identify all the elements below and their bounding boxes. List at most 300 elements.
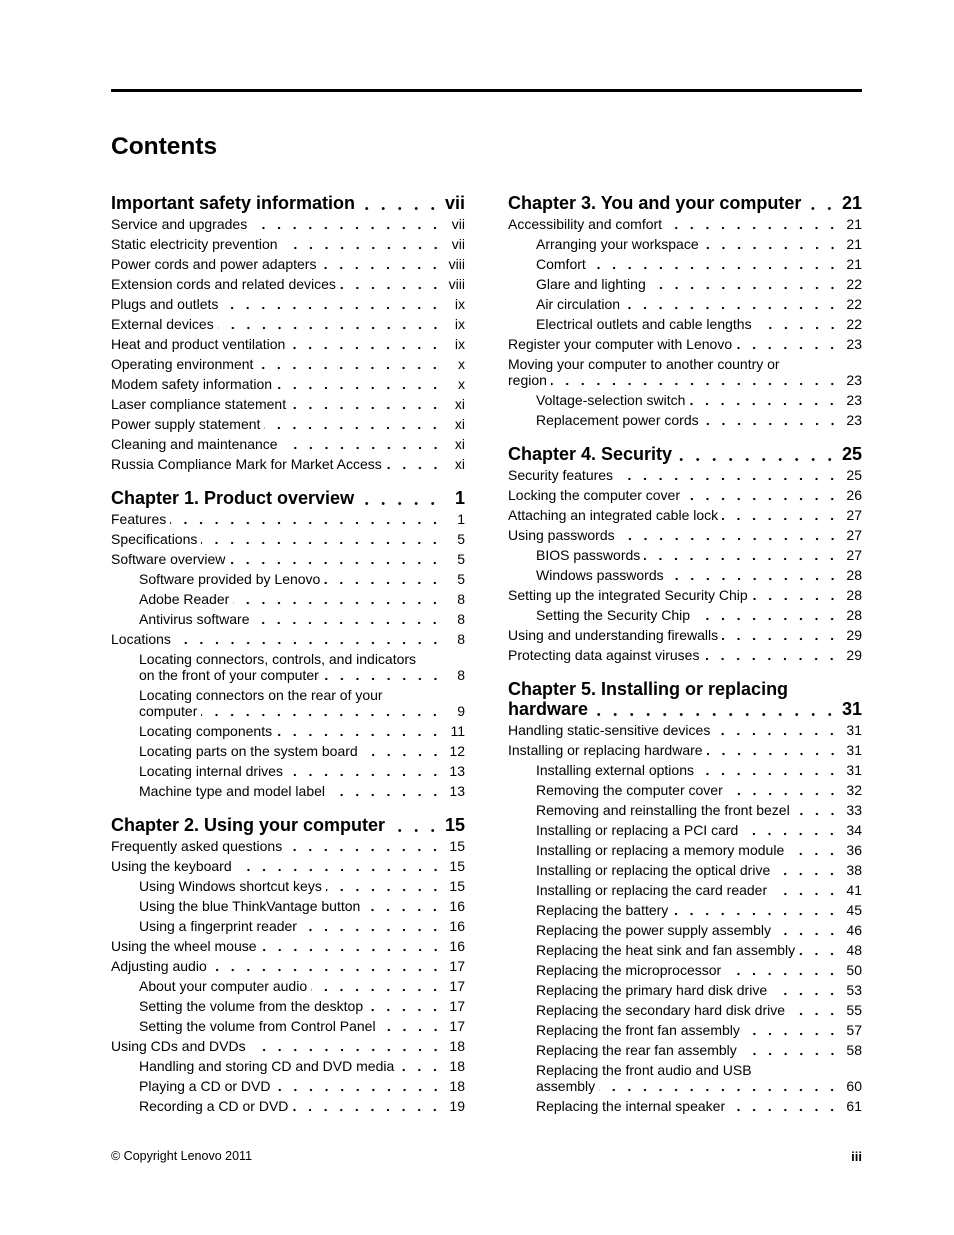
- entry-title: Playing a CD or DVD: [139, 1078, 271, 1094]
- toc-line: [111, 551, 465, 567]
- toc-subentry[interactable]: [508, 839, 862, 859]
- toc-line: [536, 236, 862, 252]
- toc-line: [111, 336, 465, 352]
- toc-line: [536, 547, 862, 563]
- entry-title: About your computer audio: [139, 978, 308, 994]
- entry-title: Service and upgrades: [111, 216, 248, 232]
- toc-entry[interactable]: [508, 333, 862, 353]
- toc-subentry[interactable]: [111, 995, 465, 1015]
- toc-subentry[interactable]: [111, 760, 465, 780]
- dot-leader: [233, 591, 443, 607]
- toc-subentry[interactable]: [508, 819, 862, 839]
- toc-entry[interactable]: [111, 548, 465, 568]
- toc-entry[interactable]: [508, 524, 862, 544]
- chapter-heading[interactable]: [111, 193, 465, 213]
- entry-page-number: 28: [846, 567, 862, 583]
- toc-line: [508, 216, 862, 232]
- toc-entry[interactable]: [111, 433, 465, 453]
- entry-title: Replacing the rear fan assembly: [536, 1042, 737, 1058]
- chapter-heading[interactable]: [111, 488, 465, 508]
- entry-title: Operating environment: [111, 356, 254, 372]
- entry-title: Plugs and outlets: [111, 296, 219, 312]
- entry-page-number: 31: [846, 742, 862, 758]
- toc-subentry[interactable]: [508, 1039, 862, 1059]
- dot-leader: [253, 611, 443, 627]
- toc-entry[interactable]: [111, 273, 465, 293]
- toc-subentry[interactable]: [111, 684, 465, 720]
- entry-page-number: 22: [846, 276, 862, 292]
- dot-leader: [703, 236, 840, 252]
- entry-title: Replacing the power supply assembly: [536, 922, 772, 938]
- toc-line: [139, 571, 465, 587]
- toc-line: [111, 511, 465, 527]
- dot-leader: [703, 412, 840, 428]
- entry-title: Removing and reinstalling the front bezel: [536, 802, 790, 818]
- toc-line: [139, 667, 465, 683]
- entry-page-number: 11: [450, 723, 465, 739]
- entry-page-number: 23: [846, 392, 862, 408]
- entry-page-number: 13: [449, 783, 465, 799]
- toc-entry[interactable]: [508, 644, 862, 664]
- toc-line: [536, 982, 862, 998]
- entry-page-number: 60: [846, 1078, 862, 1094]
- entry-page-number: 31: [846, 722, 862, 738]
- toc-subentry[interactable]: [508, 1095, 862, 1115]
- toc-line: [536, 902, 862, 918]
- entry-title: Using CDs and DVDs: [111, 1038, 246, 1054]
- entry-page-number: 21: [846, 216, 862, 232]
- entry-title-continued: region: [508, 372, 547, 388]
- toc-entry[interactable]: [111, 835, 465, 855]
- entry-title: Locating internal drives: [139, 763, 283, 779]
- entry-page-number: 29: [846, 647, 862, 663]
- toc-subentry[interactable]: [508, 544, 862, 564]
- toc-line: [111, 296, 465, 312]
- toc-section: [508, 193, 862, 429]
- toc-subentry[interactable]: [508, 273, 862, 293]
- entry-title: Accessibility and comfort: [508, 216, 663, 232]
- toc-entry[interactable]: [508, 584, 862, 604]
- toc-entry[interactable]: [111, 393, 465, 413]
- dot-leader: [736, 336, 840, 352]
- entry-page-number: 38: [846, 862, 862, 878]
- entry-page-number: 28: [846, 607, 862, 623]
- entry-page-number: 23: [846, 336, 862, 352]
- toc-line: [111, 216, 465, 232]
- entry-title: Recording a CD or DVD: [139, 1098, 289, 1114]
- toc-line: [536, 822, 862, 838]
- toc-line: [536, 1042, 862, 1058]
- entry-title: Register your computer with Lenovo: [508, 336, 733, 352]
- toc-subentry[interactable]: [508, 1019, 862, 1039]
- toc-line: [111, 396, 465, 412]
- toc-line: [111, 376, 465, 392]
- toc-section: [508, 679, 862, 1115]
- entry-page-number: 32: [846, 782, 862, 798]
- chapter-heading-text: Important safety information: [111, 193, 356, 213]
- toc-entry[interactable]: [508, 739, 862, 759]
- entry-title: Static electricity prevention: [111, 236, 278, 252]
- toc-subentry[interactable]: [508, 979, 862, 999]
- dot-leader: [676, 444, 838, 464]
- toc-subentry[interactable]: [111, 568, 465, 588]
- entry-page-number: xi: [454, 416, 465, 432]
- entry-title: Adjusting audio: [111, 958, 207, 974]
- entry-title: Windows passwords: [536, 567, 664, 583]
- entry-page-number: 23: [846, 372, 862, 388]
- toc-subentry[interactable]: [111, 1055, 465, 1075]
- dot-leader: [275, 1078, 444, 1094]
- dot-leader: [170, 511, 443, 527]
- dot-leader: [592, 699, 838, 719]
- entry-title: Frequently asked questions: [111, 838, 283, 854]
- entry-title: Modem safety information: [111, 376, 273, 392]
- dot-leader: [286, 838, 443, 854]
- chapter-heading[interactable]: [111, 815, 465, 835]
- dot-leader: [703, 647, 840, 663]
- toc-line: [111, 356, 465, 372]
- entry-page-number: 18: [449, 1078, 465, 1094]
- entry-page-number: 58: [846, 1042, 862, 1058]
- dot-leader: [774, 862, 840, 878]
- chapter-page-number: 21: [841, 193, 862, 213]
- dot-leader: [276, 723, 443, 739]
- toc-subentry[interactable]: [111, 780, 465, 800]
- entry-page-number: 8: [457, 667, 465, 683]
- toc-line: [536, 762, 862, 778]
- entry-title: Installing or replacing a PCI card: [536, 822, 739, 838]
- toc-entry[interactable]: [111, 855, 465, 875]
- entry-title: Locations: [111, 631, 171, 647]
- entry-title: Using and understanding firewalls: [508, 627, 719, 643]
- toc-entry[interactable]: [111, 293, 465, 313]
- toc-subentry[interactable]: [111, 588, 465, 608]
- toc-entry[interactable]: [111, 1035, 465, 1055]
- entry-page-number: 17: [449, 978, 465, 994]
- toc-subentry[interactable]: [508, 779, 862, 799]
- toc-entry[interactable]: [111, 213, 465, 233]
- toc-subentry[interactable]: [111, 1075, 465, 1095]
- entry-title: Extension cords and related devices: [111, 276, 336, 292]
- chapter-heading[interactable]: [508, 679, 862, 719]
- dot-leader: [358, 488, 441, 508]
- entry-title: Features: [111, 511, 167, 527]
- entry-title: Replacing the heat sink and fan assembly: [536, 942, 796, 958]
- entry-title: Arranging your workspace: [536, 236, 699, 252]
- toc-line: [508, 647, 862, 663]
- entry-page-number: 45: [846, 902, 862, 918]
- toc-line: [139, 763, 465, 779]
- entry-title: Installing external options: [536, 762, 694, 778]
- dot-leader: [668, 567, 840, 583]
- entry-page-number: 31: [846, 762, 862, 778]
- toc-line: [508, 336, 862, 352]
- dot-leader: [218, 316, 443, 332]
- toc-subentry[interactable]: [111, 1095, 465, 1115]
- dot-leader: [289, 336, 443, 352]
- toc-subentry[interactable]: [111, 895, 465, 915]
- toc-line: [536, 1098, 862, 1114]
- toc-subentry[interactable]: [508, 409, 862, 429]
- toc-line: [508, 722, 862, 738]
- entry-title: Using the wheel mouse: [111, 938, 257, 954]
- dot-leader: [359, 193, 441, 213]
- toc-line: [536, 1022, 862, 1038]
- entry-page-number: 17: [449, 998, 465, 1014]
- dot-leader: [340, 276, 443, 292]
- entry-title: Locating connectors on the rear of your: [139, 687, 383, 703]
- entry-title: Air circulation: [536, 296, 621, 312]
- toc-line: [139, 611, 465, 627]
- entry-page-number: 22: [846, 316, 862, 332]
- dot-leader: [689, 392, 840, 408]
- toc-entry[interactable]: [508, 213, 862, 233]
- toc-subentry[interactable]: [111, 740, 465, 760]
- dot-leader: [590, 256, 840, 272]
- toc-subentry[interactable]: [508, 253, 862, 273]
- toc-section: [111, 815, 465, 1115]
- toc-subentry[interactable]: [508, 233, 862, 253]
- chapter-heading-text: Chapter 4. Security: [508, 444, 673, 464]
- entry-title: Handling static-sensitive devices: [508, 722, 711, 738]
- toc-subentry[interactable]: [508, 759, 862, 779]
- entry-page-number: 29: [846, 627, 862, 643]
- entry-title: Heat and product ventilation: [111, 336, 286, 352]
- toc-subentry[interactable]: [508, 313, 862, 333]
- toc-line: [111, 436, 465, 452]
- toc-subentry[interactable]: [111, 875, 465, 895]
- toc-entry[interactable]: [111, 333, 465, 353]
- entry-page-number: 28: [846, 587, 862, 603]
- entry-page-number: 5: [457, 531, 465, 547]
- page-title: Contents: [111, 133, 218, 160]
- toc-line: [139, 878, 465, 894]
- entry-page-number: 27: [846, 527, 862, 543]
- chapter-heading-text: Chapter 2. Using your computer: [111, 815, 386, 835]
- toc-subentry[interactable]: [508, 999, 862, 1019]
- dot-leader: [380, 1018, 443, 1034]
- dot-leader: [326, 878, 443, 894]
- dot-leader: [666, 216, 840, 232]
- dot-leader: [282, 436, 443, 452]
- entry-page-number: 15: [449, 838, 465, 854]
- toc-entry[interactable]: [111, 628, 465, 648]
- toc-subentry[interactable]: [508, 1059, 862, 1095]
- toc-subentry[interactable]: [111, 720, 465, 740]
- toc-line: [139, 743, 465, 759]
- entry-page-number: 41: [846, 882, 862, 898]
- toc-subentry[interactable]: [111, 608, 465, 628]
- dot-leader: [236, 858, 443, 874]
- entry-title: Setting the volume from Control Panel: [139, 1018, 376, 1034]
- entry-title-continued: assembly: [536, 1078, 596, 1094]
- entry-page-number: 5: [457, 571, 465, 587]
- toc-entry[interactable]: [111, 253, 465, 273]
- toc-entry[interactable]: [508, 353, 862, 389]
- dot-leader: [386, 456, 443, 472]
- dot-leader: [290, 396, 443, 412]
- toc-line: [139, 998, 465, 1014]
- toc-line: [508, 467, 862, 483]
- dot-leader: [707, 742, 840, 758]
- toc-line: [536, 962, 862, 978]
- toc-subentry[interactable]: [508, 859, 862, 879]
- toc-subentry[interactable]: [508, 389, 862, 409]
- chapter-heading[interactable]: [508, 193, 862, 213]
- entry-page-number: 15: [449, 878, 465, 894]
- entry-title: Security features: [508, 467, 614, 483]
- entry-title-continued: computer: [139, 703, 198, 719]
- entry-title: Locating parts on the system board: [139, 743, 358, 759]
- dot-leader: [323, 667, 443, 683]
- dot-leader: [398, 1058, 443, 1074]
- entry-title: Using the keyboard: [111, 858, 232, 874]
- entry-page-number: 55: [846, 1002, 862, 1018]
- entry-title: Replacing the internal speaker: [536, 1098, 726, 1114]
- entry-page-number: 8: [457, 611, 465, 627]
- toc-subentry[interactable]: [508, 293, 862, 313]
- entry-page-number: x: [458, 376, 465, 392]
- entry-page-number: 46: [846, 922, 862, 938]
- entry-title: Machine type and model label: [139, 783, 326, 799]
- dot-leader: [389, 815, 441, 835]
- entry-title: External devices: [111, 316, 214, 332]
- toc-entry[interactable]: [508, 484, 862, 504]
- toc-line: [508, 627, 862, 643]
- toc-entry[interactable]: [111, 233, 465, 253]
- toc-subentry[interactable]: [508, 564, 862, 584]
- toc-line: [536, 256, 862, 272]
- entry-page-number: 8: [457, 631, 465, 647]
- toc-entry[interactable]: [111, 955, 465, 975]
- dot-leader: [725, 962, 840, 978]
- dot-leader: [771, 882, 840, 898]
- toc-entry[interactable]: [111, 453, 465, 473]
- entry-page-number: 21: [846, 236, 862, 252]
- dot-leader: [282, 236, 443, 252]
- entry-title: Glare and lighting: [536, 276, 646, 292]
- toc-entry[interactable]: [111, 935, 465, 955]
- entry-page-number: 9: [457, 703, 465, 719]
- dot-leader: [789, 1002, 840, 1018]
- toc-subentry[interactable]: [111, 975, 465, 995]
- entry-page-number: vii: [451, 216, 465, 232]
- dot-leader: [287, 763, 443, 779]
- toc-entry[interactable]: [508, 624, 862, 644]
- toc-line: [508, 444, 862, 464]
- entry-title: Replacing the battery: [536, 902, 669, 918]
- dot-leader: [741, 1042, 840, 1058]
- dot-leader: [624, 296, 840, 312]
- toc-line: [139, 723, 465, 739]
- toc-subentry[interactable]: [508, 799, 862, 819]
- toc-subentry[interactable]: [508, 959, 862, 979]
- toc-line: [111, 838, 465, 854]
- toc-subentry[interactable]: [508, 919, 862, 939]
- entry-title: Using the blue ThinkVantage button: [139, 898, 361, 914]
- toc-subentry[interactable]: [508, 939, 862, 959]
- dot-leader: [264, 416, 443, 432]
- entry-page-number: 12: [449, 743, 465, 759]
- toc-line: [508, 487, 862, 503]
- chapter-heading[interactable]: [508, 444, 862, 464]
- toc-line: [536, 802, 862, 818]
- dot-leader: [251, 216, 443, 232]
- dot-leader: [362, 743, 443, 759]
- entry-title: Specifications: [111, 531, 198, 547]
- entry-page-number: 53: [846, 982, 862, 998]
- entry-page-number: xi: [454, 456, 465, 472]
- entry-title: Using Windows shortcut keys: [139, 878, 322, 894]
- dot-leader: [752, 587, 840, 603]
- entry-page-number: 25: [846, 467, 862, 483]
- toc-section: [111, 193, 465, 473]
- dot-leader: [211, 958, 443, 974]
- entry-page-number: 57: [846, 1022, 862, 1038]
- toc-subentry[interactable]: [508, 899, 862, 919]
- chapter-page-number: vii: [444, 193, 465, 213]
- dot-leader: [742, 822, 840, 838]
- toc-entry[interactable]: [111, 313, 465, 333]
- toc-subentry[interactable]: [111, 915, 465, 935]
- toc-line: [139, 1058, 465, 1074]
- dot-leader: [698, 762, 840, 778]
- header-rule: [111, 89, 862, 92]
- toc-entry[interactable]: [111, 373, 465, 393]
- entry-page-number: 15: [449, 858, 465, 874]
- toc-line: [536, 1002, 862, 1018]
- entry-title: Setting the Security Chip: [536, 607, 691, 623]
- dot-leader: [599, 1078, 840, 1094]
- toc-subentry[interactable]: [111, 648, 465, 684]
- entry-page-number: viii: [448, 256, 465, 272]
- dot-leader: [364, 898, 443, 914]
- toc-entry[interactable]: [508, 504, 862, 524]
- toc-line: [111, 256, 465, 272]
- dot-leader: [650, 276, 840, 292]
- entry-page-number: 27: [846, 507, 862, 523]
- toc-line: [111, 416, 465, 432]
- toc-entry[interactable]: [111, 528, 465, 548]
- toc-line: [111, 236, 465, 252]
- entry-page-number: 18: [449, 1058, 465, 1074]
- toc-entry[interactable]: [508, 464, 862, 484]
- entry-page-number: 17: [449, 1018, 465, 1034]
- toc-line: [508, 742, 862, 758]
- toc-entry[interactable]: [508, 719, 862, 739]
- toc-entry[interactable]: [111, 353, 465, 373]
- entry-page-number: xi: [454, 436, 465, 452]
- toc-line: [111, 456, 465, 472]
- toc-subentry[interactable]: [508, 879, 862, 899]
- entry-page-number: 48: [846, 942, 862, 958]
- chapter-page-number: 25: [841, 444, 862, 464]
- dot-leader: [771, 982, 840, 998]
- dot-leader: [744, 1022, 840, 1038]
- page-number: iii: [851, 1149, 862, 1164]
- toc-line: [536, 942, 862, 958]
- entry-page-number: 27: [846, 547, 862, 563]
- entry-title: Replacing the primary hard disk drive: [536, 982, 768, 998]
- toc-entry[interactable]: [111, 508, 465, 528]
- toc-column-left: [111, 193, 465, 1115]
- toc-subentry[interactable]: [508, 604, 862, 624]
- toc-subentry[interactable]: [111, 1015, 465, 1035]
- entry-title: Attaching an integrated cable lock: [508, 507, 719, 523]
- toc-entry[interactable]: [111, 413, 465, 433]
- toc-line: [111, 815, 465, 835]
- dot-leader: [257, 356, 443, 372]
